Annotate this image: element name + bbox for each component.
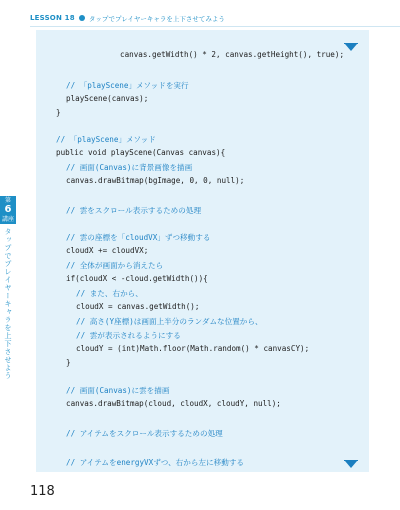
code-comment: // アイテムをenergyVXずつ、右から左に移動する [66,458,245,467]
code-line: if(cloudX < -cloud.getWidth()){ [66,274,208,283]
continue-top-icon [344,43,358,52]
code-comment: // 画面(Canvas)に雲を描画 [66,386,170,395]
code-comment: // また、右から、 [76,289,143,298]
lesson-subtitle: タップでプレイヤーキャラを上下させてみよう [88,14,225,23]
code-listing [36,30,369,472]
chapter-tab [0,196,16,224]
code-comment: // 雲をスクロール表示するための処理 [66,206,202,215]
code-line: canvas.drawBitmap(cloud, cloudX, cloudY, null); [66,399,281,408]
code-comment: // 雲が表示されるようにする [76,331,181,340]
header-divider [30,26,400,27]
bullet-icon [79,15,85,21]
code-line: cloudY = (int)Math.floor(Math.random() * canvasCY); [76,344,310,353]
code-comment: // 雲の座標を「cloudVX」ずつ移動する [66,233,211,242]
code-line: } [66,358,71,367]
code-comment: // アイテムをスクロール表示するための処理 [66,429,223,438]
code-line: public void playScene(Canvas canvas){ [56,148,226,157]
chapter-prefix: 第 [4,197,11,204]
code-line: playScene(canvas); [66,94,149,103]
code-line: } [56,108,61,117]
running-header [30,10,370,26]
code-comment: // 画面(Canvas)に背景画像を描画 [66,163,193,172]
chapter-title: タップでプレイヤーキャラを上下させよう [4,228,12,380]
page-number: 118 [30,484,55,499]
chapter-number: 6 [4,204,12,215]
code-line: cloudX = canvas.getWidth(); [76,302,200,311]
code-line: canvas.getWidth() * 2, canvas.getHeight(), true); [120,50,345,59]
chapter-suffix: 講座 [1,216,14,223]
code-comment: // 「playScene」メソッド [56,135,156,144]
code-comment: // 高さ(Y座標)は画面上半分のランダムな位置から、 [76,317,263,326]
continue-bottom-icon [344,460,358,469]
code-comment: // 全体が画面から消えたら [66,261,164,270]
code-line: cloudX += cloudVX; [66,246,149,255]
code-comment: // 「playScene」メソッドを実行 [66,81,189,90]
lesson-label: LESSON 18 [30,14,75,22]
code-line: canvas.drawBitmap(bgImage, 0, 0, null); [66,176,245,185]
